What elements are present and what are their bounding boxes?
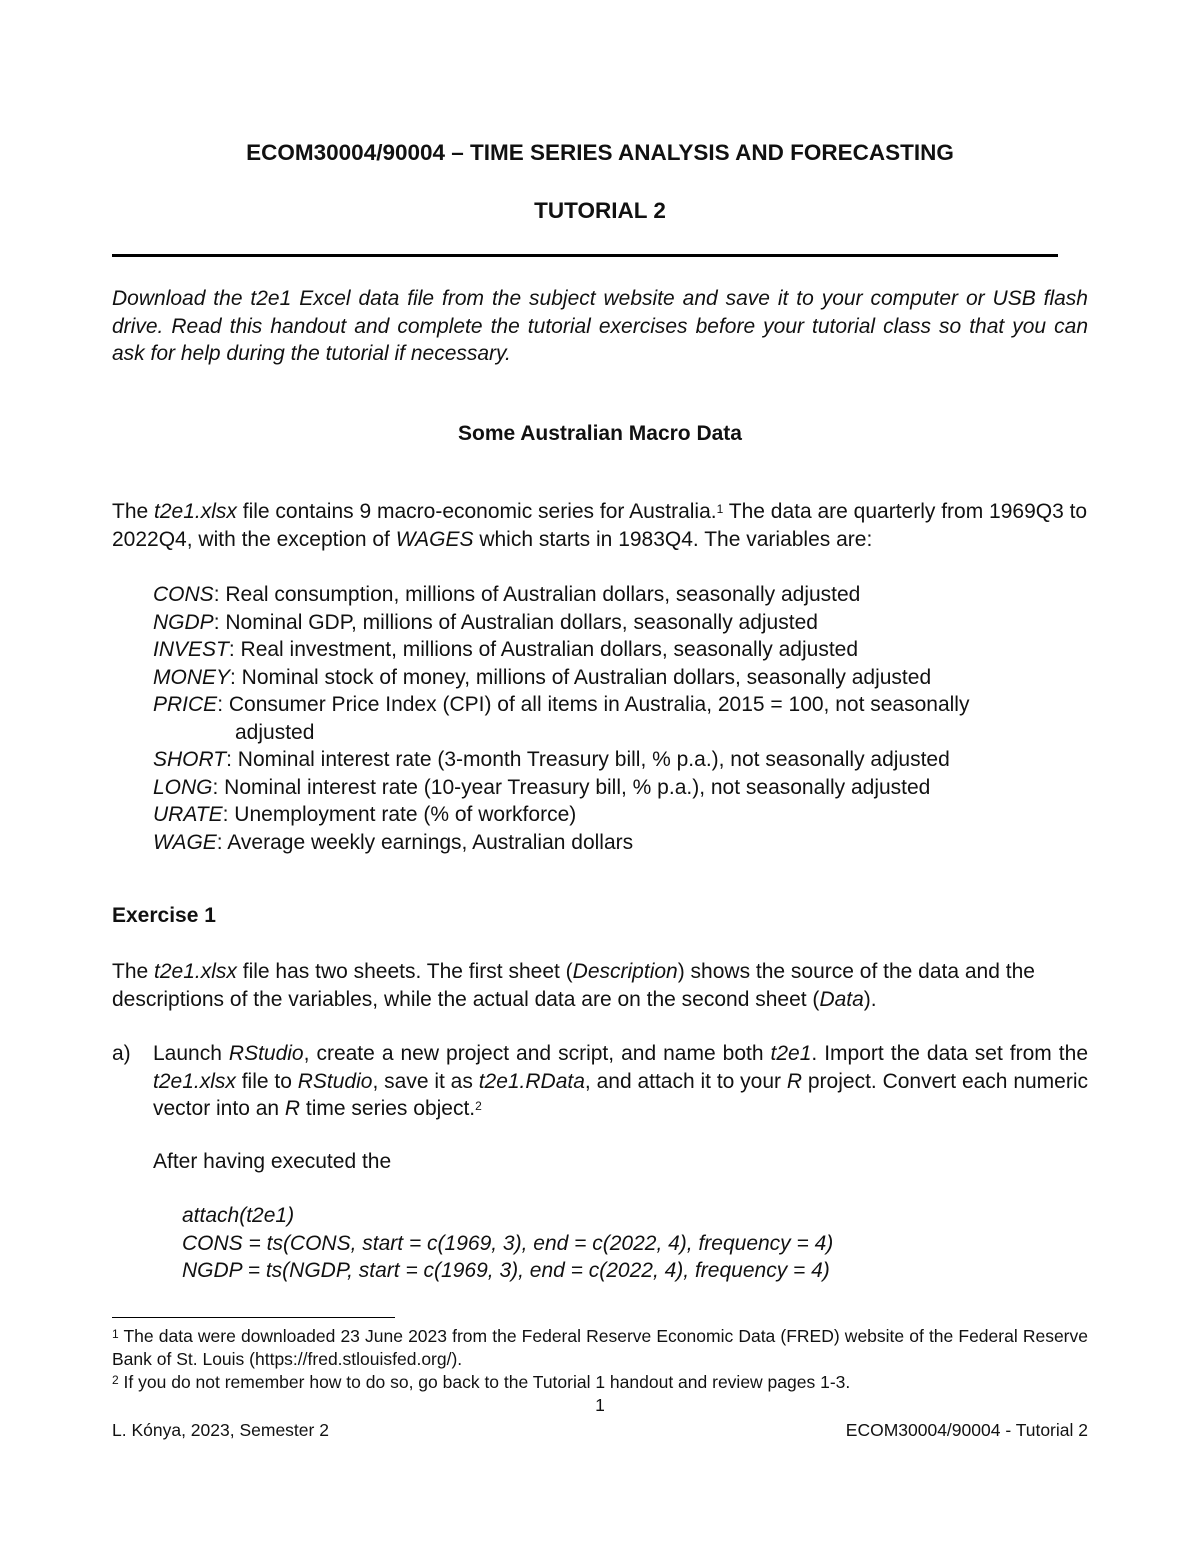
variable-name: CONS [153,583,214,606]
data-description-paragraph [112,498,1088,553]
variable-item [153,774,1093,802]
footnote-mark: 1 [112,1327,119,1341]
footnote-mark: 2 [112,1373,119,1387]
code-block [182,1202,833,1285]
text-run: , save it as [372,1069,479,1093]
footnote-2 [112,1371,1088,1394]
variable-list [153,581,1093,856]
footnote-rule [112,1317,395,1318]
variable-item [153,581,1093,609]
exercise-heading: Exercise 1 [112,904,216,927]
text-run: file to [235,1069,298,1093]
page-number: 1 [595,1395,605,1415]
title-rule [112,254,1058,257]
software-name: R [786,1069,803,1093]
variable-name: LONG [153,775,213,799]
sheet-name: Description [572,960,678,983]
variable-name: NGDP [153,610,214,634]
variable-item [153,829,1093,857]
variable-item [153,746,1093,774]
variable-name: URATE [153,803,223,826]
text-run: which starts in 1983Q4. The variables are: [473,527,873,551]
text-run: Launch [153,1042,229,1065]
variable-desc: : Nominal GDP, millions of Australian dollars, seasonally adjusted [213,610,818,634]
text-run: file has two sheets. The first sheet ( [236,960,573,983]
variable-item [153,691,1093,719]
variable-item [153,664,1093,692]
text-run: , create a new project and script, and name both [303,1042,771,1065]
file-name: t2e1.RData [478,1069,585,1093]
document-subtitle: TUTORIAL 2 [534,198,666,223]
variable-desc: : Consumer Price Index (CPI) of all items in Australia, 2015 = 100, not seasonally [217,693,970,716]
sheet-name: Data [819,987,864,1011]
variable-item [153,636,1093,664]
document-title: ECOM30004/90004 – TIME SERIES ANALYSIS AND FORECASTING [246,140,954,165]
variable-item [153,609,1093,637]
footer-right: ECOM30004/90004 - Tutorial 2 [845,1420,1088,1440]
software-name: RStudio [228,1042,304,1065]
variable-name: MONEY [153,665,231,689]
variable-name: PRICE [153,693,218,716]
variable-name: WAGES [395,527,474,551]
text-run: ). [863,987,877,1011]
variable-desc: : Unemployment rate (% of workforce) [222,803,577,826]
footer-left: L. Kónya, 2023, Semester 2 [112,1420,329,1440]
footnote-text: The data were downloaded 23 June 2023 from the Federal Reserve Economic Data (FRED) website of the Federal Reserve Bank of St. Louis (https://fred.stlouisfed.org/). [112,1326,1088,1369]
exercise-intro-paragraph [112,958,1088,1013]
item-a-text [153,1040,1088,1123]
footnote-text: If you do not remember how to do so, go back to the Tutorial 1 handout and review pages 1-3. [118,1372,851,1392]
footnotes [112,1325,1088,1394]
software-name: RStudio [297,1069,373,1093]
text-run: , and attach it to your [584,1069,787,1093]
variable-item-continuation: adjusted [235,720,315,744]
variable-desc: : Nominal interest rate (10-year Treasury bill, % p.a.), not seasonally adjusted [212,775,931,799]
text-run: The [112,500,155,523]
file-name: t2e1.xlsx [153,1069,236,1093]
footnote-ref: 2 [475,1099,482,1113]
file-name: t2e1.xlsx [154,500,237,523]
project-name: t2e1 [770,1042,812,1065]
variable-desc: : Nominal stock of money, millions of Australian dollars, seasonally adjusted [230,665,932,689]
text-run: ) shows the source of the data and the descriptions of the variables, while the actual data are on the second sheet ( [112,960,1035,1011]
text-run: The data are quarterly from 1969Q3 to 2022Q4, with the exception of [112,500,1088,551]
text-run: time series object. [300,1097,476,1120]
text-run: . Import the data set from the [811,1042,1088,1065]
variable-name: SHORT [153,748,227,771]
text-run: file contains 9 macro-economic series for Australia. [236,500,717,523]
variable-desc: : Nominal interest rate (3-month Treasury bill, % p.a.), not seasonally adjusted [226,748,950,771]
variable-item [153,801,1093,829]
code-line: attach(t2e1) [182,1204,295,1227]
intro-paragraph: Download the t2e1 Excel data file from the subject website and save it to your computer or USB flash drive. Read this handout and complete the tutorial exercises before your tutorial class so that you can ask for help during the tutorial if necessary. [112,287,1088,365]
variable-name: WAGE [153,830,217,854]
text-run: The [112,960,155,983]
item-label: a) [112,1042,131,1065]
variable-name: INVEST [153,638,229,661]
text-run: project. Convert each numeric vector into an [153,1069,1089,1120]
file-name: t2e1.xlsx [154,960,237,983]
after-text: After having executed the [153,1150,392,1173]
variable-desc: : Average weekly earnings, Australian dollars [216,830,634,854]
section-heading: Some Australian Macro Data [458,422,742,445]
code-line: CONS = ts(CONS, start = c(1969, 3), end = c(2022, 4), frequency = 4) [182,1231,834,1255]
variable-desc: : Real consumption, millions of Australian dollars, seasonally adjusted [213,583,861,606]
software-name: R [284,1097,301,1120]
footnote-1 [112,1325,1088,1371]
code-line: NGDP = ts(NGDP, start = c(1969, 3), end = c(2022, 4), frequency = 4) [182,1259,830,1282]
variable-desc: : Real investment, millions of Australian dollars, seasonally adjusted [228,638,859,661]
footnote-ref: 1 [716,502,724,516]
